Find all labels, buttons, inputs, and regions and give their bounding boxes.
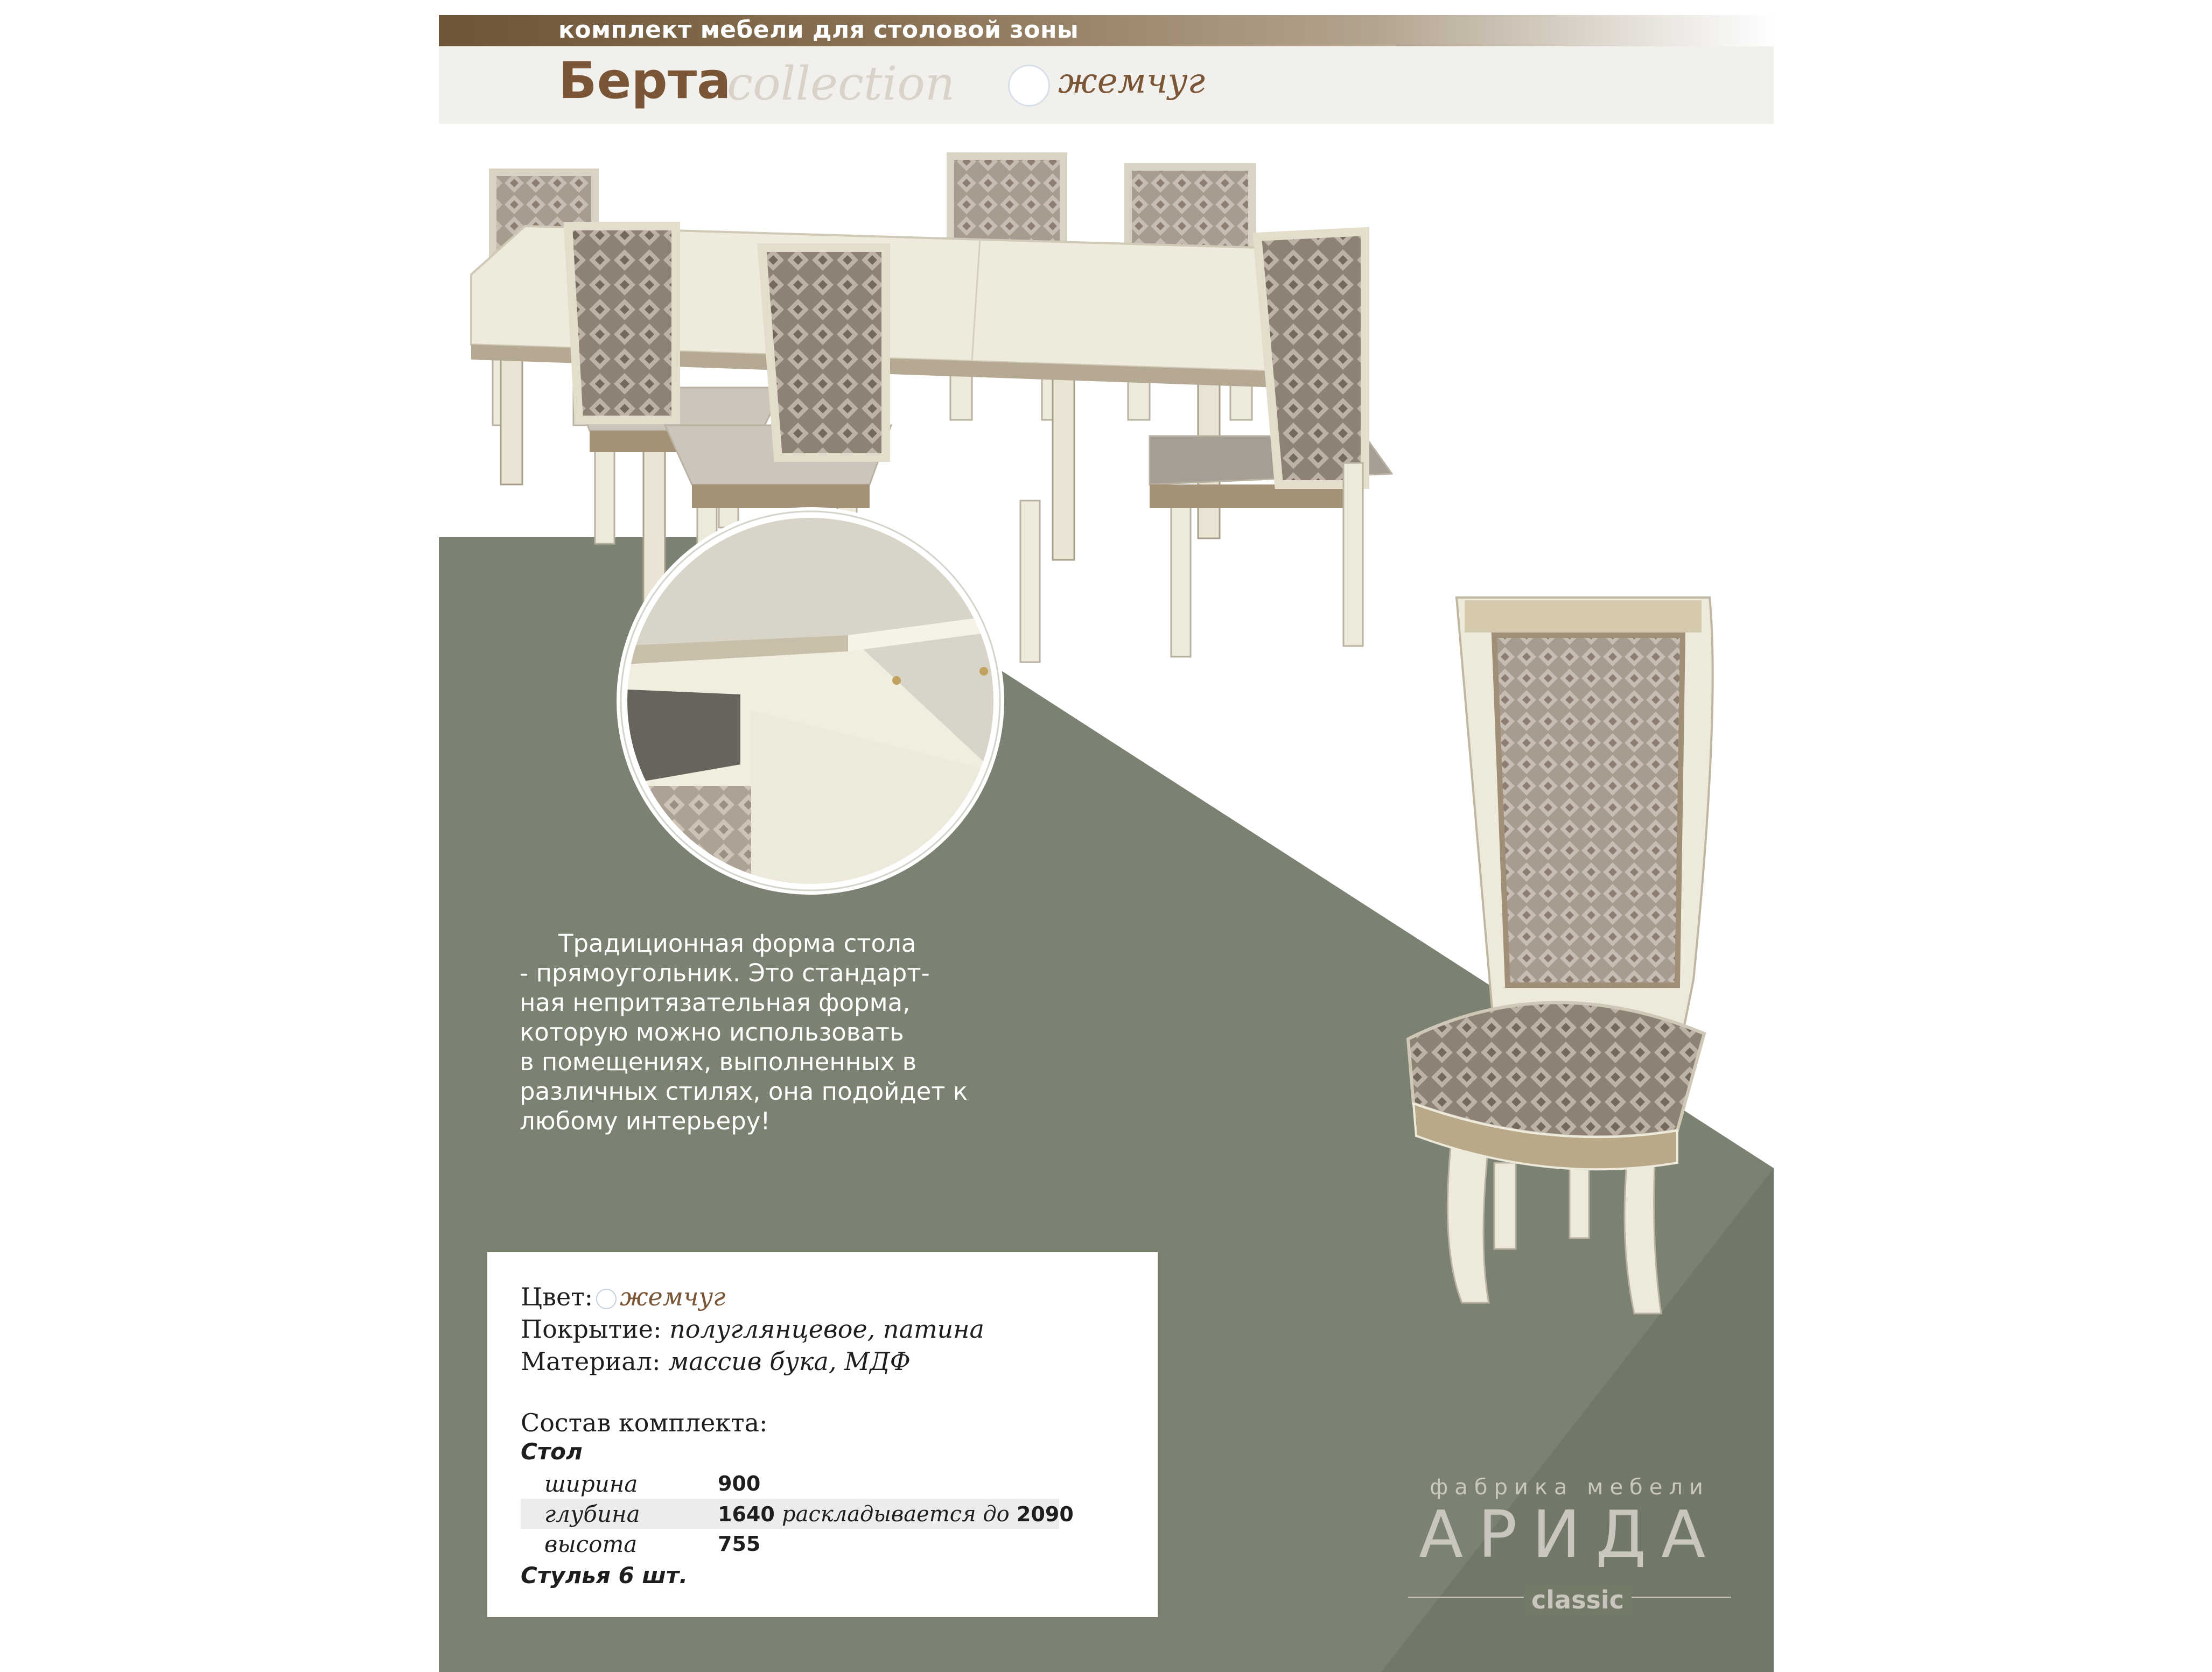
collection-title: Берта (558, 52, 731, 110)
description-line: которую можно использовать (520, 1018, 904, 1046)
description-line: в помещениях, выполненных в (520, 1048, 917, 1076)
spec-coating-value: полуглянцевое, патина (669, 1315, 984, 1344)
spec-chairs: Стулья 6 шт. (521, 1562, 688, 1589)
description-line: любому интерьеру! (520, 1107, 771, 1135)
spec-coating (521, 1315, 984, 1344)
spec-coating-label: Покрытие: (521, 1315, 662, 1344)
category-band (439, 15, 1774, 46)
color-name: жемчуг (1058, 61, 1205, 101)
dimension-value: 900 (718, 1472, 761, 1495)
dimension-row (521, 1499, 1074, 1529)
brand-name: АРИДА (1418, 1498, 1721, 1572)
brand-logo (1408, 1475, 1731, 1614)
brand-sub: classic (1524, 1585, 1632, 1614)
dimension-label: ширина (544, 1471, 638, 1497)
description-text (520, 929, 1037, 1136)
dimension-value-extended: 2090 (1017, 1502, 1074, 1526)
dimension-row (521, 1529, 1059, 1559)
catalog-page (439, 0, 1774, 1672)
spec-set-heading: Состав комплекта: (521, 1408, 768, 1437)
dimension-label: высота (544, 1531, 638, 1557)
spec-table-heading: Стол (521, 1438, 583, 1465)
title-bar (439, 46, 1774, 124)
brand-tagline: фабрика мебели (1430, 1475, 1710, 1500)
spec-material-value: массив бука, МДФ (668, 1347, 911, 1376)
category-text: комплект мебели для столовой зоны (558, 16, 1079, 44)
spec-color-value: жемчуг (620, 1282, 726, 1311)
description-line: - прямоугольник. Это стандарт- (520, 959, 930, 987)
dimension-value-group (718, 1502, 1074, 1527)
dimension-row (521, 1469, 1059, 1499)
dimension-note: раскладывается до (782, 1502, 1010, 1527)
collection-script: collection (727, 57, 955, 111)
dimension-label: глубина (544, 1501, 640, 1527)
description-line: Традиционная форма стола (558, 929, 916, 958)
dimension-value: 755 (718, 1532, 761, 1556)
spec-material-label: Материал: (521, 1347, 661, 1376)
color-swatch-icon (596, 1289, 617, 1309)
description-line: различных стилях, она подойдет к (520, 1077, 968, 1106)
specification-box (487, 1252, 1158, 1617)
spec-color (521, 1282, 725, 1311)
color-swatch-icon (1008, 65, 1050, 107)
dimension-value: 1640 (718, 1502, 775, 1526)
spec-color-label: Цвет: (521, 1282, 593, 1311)
spec-material (521, 1347, 911, 1376)
description-line: ная непритязательная форма, (520, 988, 911, 1017)
